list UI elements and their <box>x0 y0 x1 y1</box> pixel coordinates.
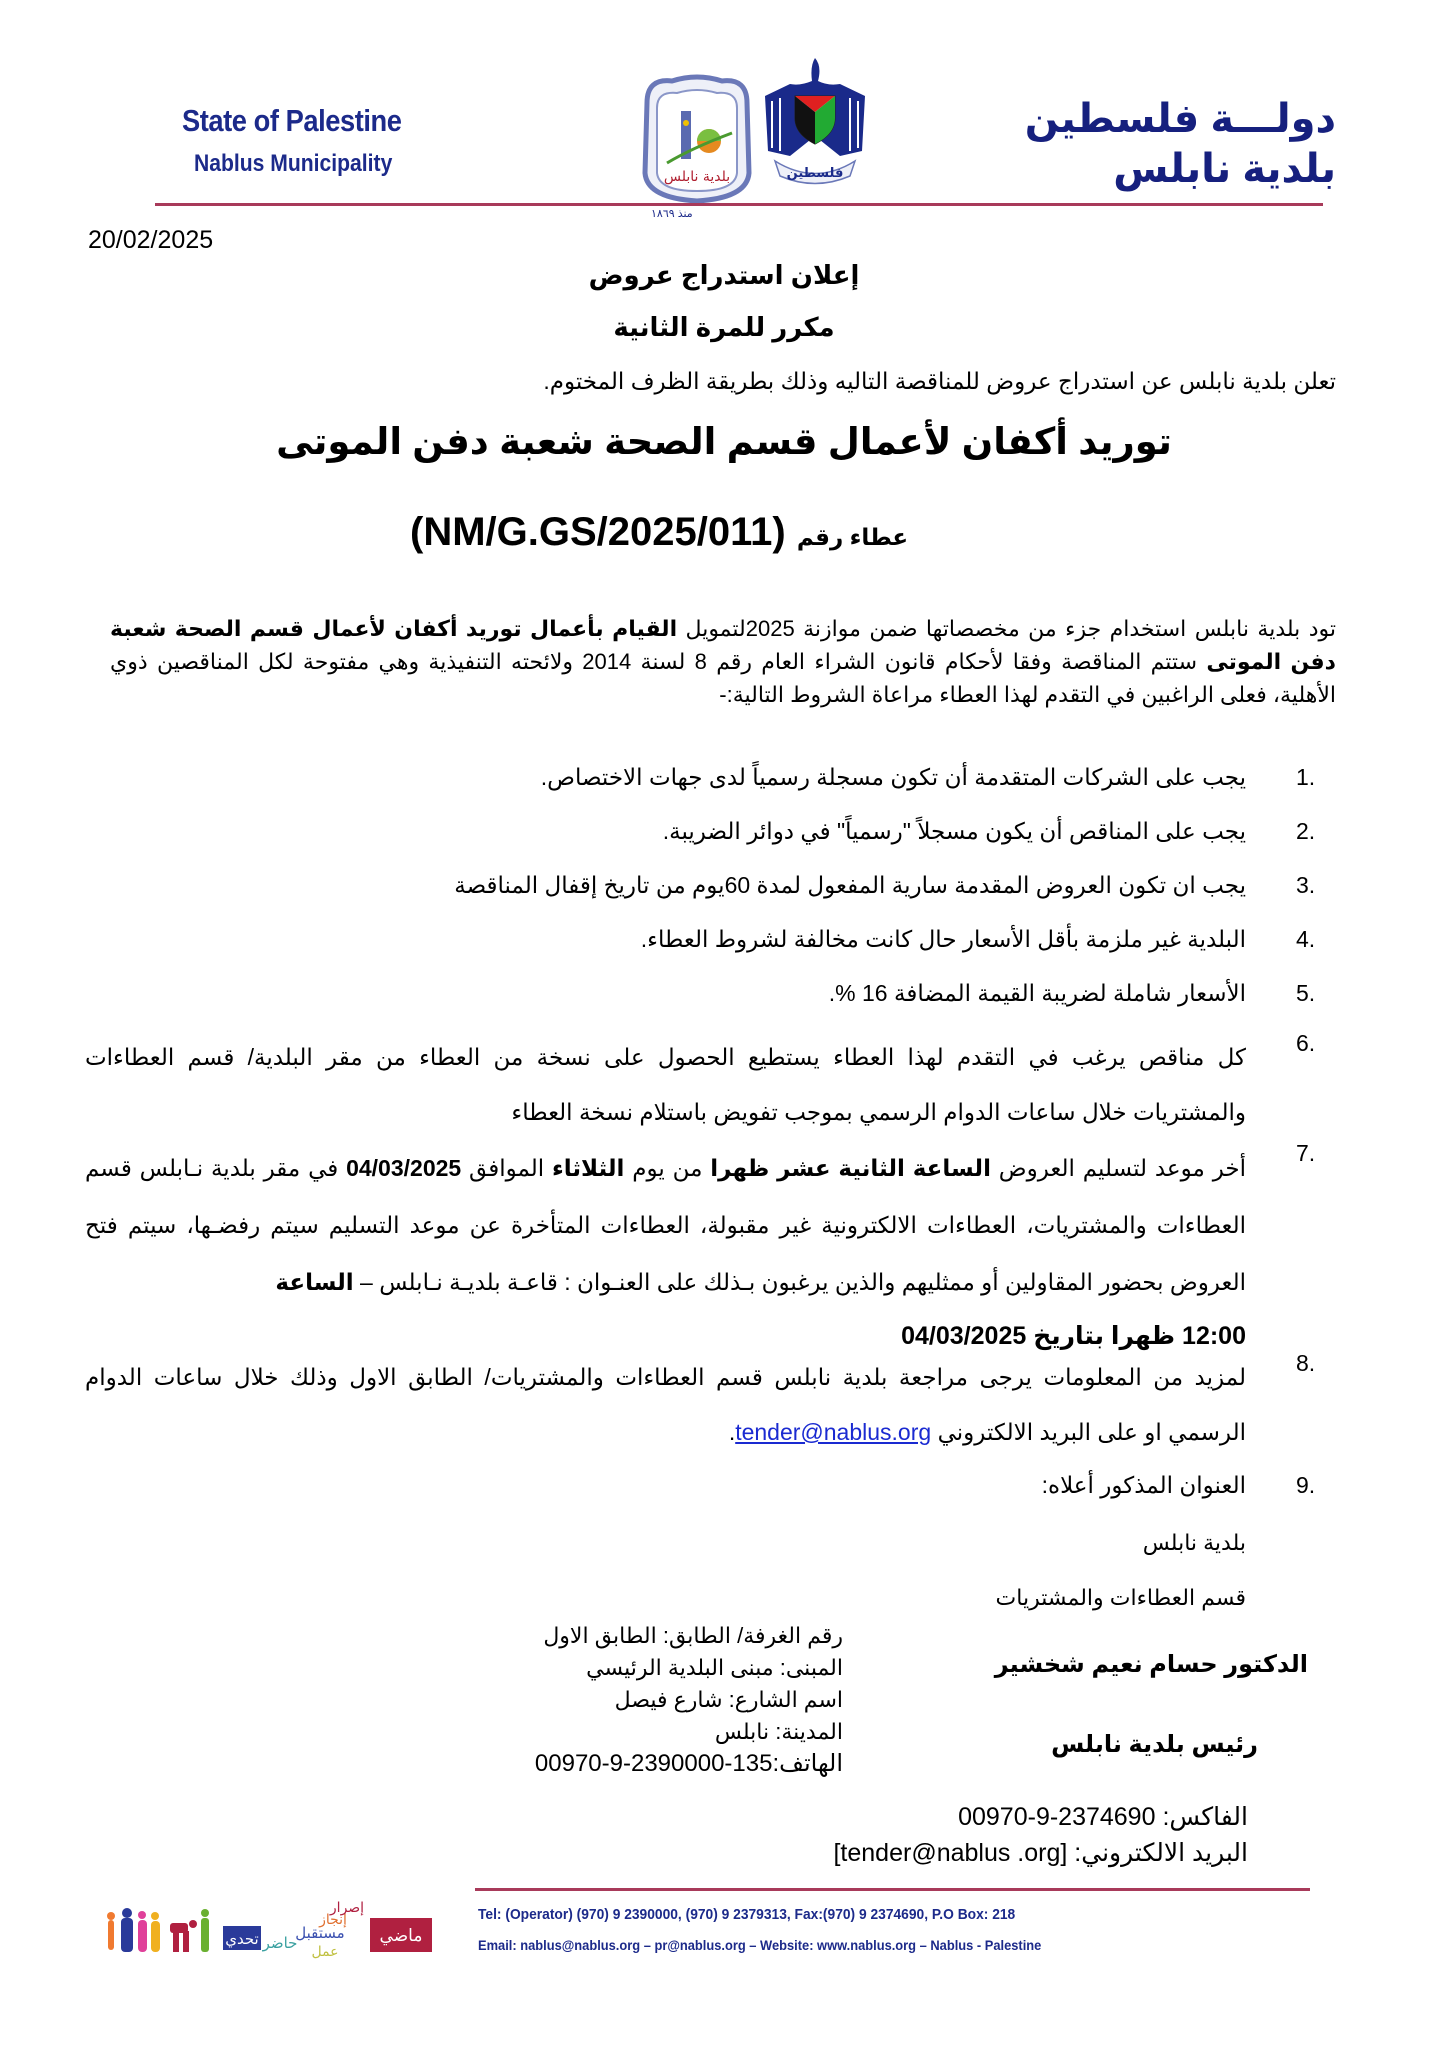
svg-text:مستقبل: مستقبل <box>295 1924 345 1942</box>
opening-time-label: الساعة <box>275 1269 354 1295</box>
deadline-date: 04/03/2025 <box>346 1155 462 1181</box>
header-english-title: State of Palestine <box>182 103 402 138</box>
document-date: 20/02/2025 <box>88 226 214 254</box>
condition-item-1 <box>85 764 1336 791</box>
condition-number: 7. <box>1296 1140 1316 1166</box>
text-segment: الموافق <box>461 1155 553 1181</box>
condition-item-5 <box>85 980 1336 1007</box>
condition-number: 9. <box>1296 1472 1316 1498</box>
address-fax <box>958 1802 1248 1832</box>
condition-text <box>85 1140 1246 1311</box>
condition-number: 3. <box>1296 872 1316 898</box>
fax-label: الفاكس: <box>1155 1803 1248 1831</box>
condition-text: يجب على المناقص أن يكون مسجلاً "رسمياً" في دوائر الضريبة. <box>662 818 1246 844</box>
footer-contact-email: Email: nablus@nablus.org – pr@nablus.org – Website: www.nablus.org – Nablus - Palestine <box>478 1937 1042 1953</box>
svg-text:إنجاز: إنجاز <box>319 1912 347 1928</box>
period: . <box>728 1419 736 1445</box>
nablus-municipality-logo-icon <box>637 73 757 203</box>
deadline-day: الثلاثاء <box>552 1155 625 1181</box>
announcement-heading: إعلان استدراج عروض <box>588 260 860 290</box>
condition-item-7 <box>85 1140 1336 1361</box>
address-building: المبنى: مبنى البلدية الرئيسي <box>586 1655 843 1680</box>
deadline-time: الساعة الثانية عشر ظهرا <box>710 1155 991 1181</box>
condition-item-4 <box>85 926 1336 953</box>
palestine-eagle-emblem-icon <box>760 56 870 186</box>
footer-contact-phone: Tel: (Operator) (970) 9 2390000, (970) 9 2379313, Fax:(970) 9 2374690, P.O Box: 218 <box>478 1906 1016 1923</box>
address-phone <box>423 1748 843 1780</box>
header-arabic-subtitle: بلدية نابلس <box>1113 147 1336 191</box>
header-arabic-title: دولـــة فلسطين <box>1024 97 1336 141</box>
intro-text: تعلن بلدية نابلس عن استدراج عروض للمناقصة التاليه وذلك بطريقة الظرف المختوم. <box>543 368 1336 394</box>
svg-text:حاضر: حاضر <box>262 1934 298 1952</box>
phone-label: الهاتف: <box>772 1750 843 1777</box>
address-municipality: بلدية نابلس <box>1142 1530 1246 1555</box>
email-address: [tender@nablus .org] <box>833 1839 1068 1867</box>
tender-number-line <box>410 510 908 555</box>
address-department: قسم العطاءات والمشتريات <box>995 1585 1246 1610</box>
condition-number: 8. <box>1296 1350 1316 1376</box>
condition-text: يجب ان تكون العروض المقدمة سارية المفعول لمدة 60يوم من تاريخ إقفال المناقصة <box>454 872 1246 898</box>
condition-text: كل مناقص يرغب في التقدم لهذا العطاء يستطيع الحصول على نسخة من العطاء من مقر البلدية/ قسم العطاءات والمشتريات خلال ساعات الدوام الرسمي بموجب تفويض باستلام نسخة العطاء <box>85 1044 1246 1125</box>
condition-text <box>85 1350 1246 1460</box>
condition-text: يجب على الشركات المتقدمة أن تكون مسجلة رسمياً لدى جهات الاختصاص. <box>540 764 1246 790</box>
address-street: اسم الشارع: شارع فيصل <box>614 1687 843 1712</box>
svg-text:عمل: عمل <box>311 1944 339 1960</box>
intro-paragraph <box>110 612 1336 711</box>
text-segment: أخر موعد لتسليم العروض <box>990 1155 1246 1181</box>
svg-text:إصرار: إصرار <box>329 1900 365 1916</box>
address-email <box>833 1838 1248 1868</box>
condition-item-8 <box>85 1350 1336 1460</box>
repeat-notice-heading: مكرر للمرة الثانية <box>613 312 835 342</box>
svg-text:تحدي: تحدي <box>225 1930 259 1948</box>
text-segment: في مقر بلدية نـابلس قسم العطاءات والمشتريات، العطاءات الالكترونية غير مقبولة، العطاءات المتأخرة عن موعد التسليم سيتم رفضـها، سيتم فتح العروض بحضور المقاولين أو ممثليهم والذين يرغبون بـذلك على العنـوان : قاعـة بلديـة نـابلس – <box>85 1155 1246 1295</box>
svg-text:فلسطين: فلسطين <box>786 166 844 181</box>
tender-number: (NM/G.GS/2025/011) <box>410 510 786 554</box>
condition-item-6 <box>85 1030 1336 1140</box>
condition-item-9 <box>85 1472 1336 1499</box>
condition-item-3 <box>85 872 1336 899</box>
address-details <box>423 1620 843 1780</box>
address-city: المدينة: نابلس <box>714 1719 843 1744</box>
condition-item-2 <box>85 818 1336 845</box>
opening-datetime: 12:00 ظهرا بتاريخ 04/03/2025 <box>901 1322 1246 1350</box>
condition-text: العنوان المذكور أعلاه: <box>1041 1472 1246 1498</box>
condition-number: 5. <box>1296 980 1316 1006</box>
text-segment: من يوم <box>624 1155 711 1181</box>
condition-text: الأسعار شاملة لضريبة القيمة المضافة 16 %. <box>828 980 1246 1006</box>
text-segment: لمزيد من المعلومات يرجى مراجعة بلدية نابلس قسم العطاءات والمشتريات/ الطابق الاول وذلك خلال ساعات الدوام الرسمي او على البريد الالكتروني <box>85 1364 1246 1445</box>
svg-text:بلدية نابلس: بلدية نابلس <box>663 169 731 185</box>
condition-number: 4. <box>1296 926 1316 952</box>
condition-number: 1. <box>1296 764 1316 790</box>
signatory-name: الدكتور حسام نعيم شخشير <box>994 1651 1308 1678</box>
address-room: رقم الغرفة/ الطابق: الطابق الاول <box>543 1623 843 1648</box>
municipality-slogan-graphic-icon <box>105 1898 450 1978</box>
signatory-title: رئيس بلدية نابلس <box>1051 1731 1258 1758</box>
header-english-subtitle: Nablus Municipality <box>194 150 393 177</box>
paragraph-text-cont: ستتم المناقصة وفقا لأحكام قانون الشراء العام رقم 8 لسنة 2014 ولائحته التنفيذية وهي مفتوحة لكل المناقصين ذوي الأهلية، فعلى الراغبين في التقدم لهذا العطاء مراعاة الشروط التالية:- <box>110 649 1336 707</box>
paragraph-text: تود بلدية نابلس استخدام جزء من مخصصاتها ضمن موازنة 2025لتمويل <box>677 616 1336 641</box>
condition-number: 2. <box>1296 818 1316 844</box>
footer-divider <box>475 1888 1310 1891</box>
condition-number: 6. <box>1296 1030 1316 1056</box>
phone-number: 00970-9-2390000-135 <box>534 1750 773 1777</box>
svg-text:ماضي: ماضي <box>379 1926 423 1946</box>
fax-number: 00970-9-2374690 <box>958 1803 1156 1831</box>
condition-text: البلدية غير ملزمة بأقل الأسعار حال كانت مخالفة لشروط العطاء. <box>640 926 1246 952</box>
since-year-text: منذ ١٨٦٩ <box>651 208 693 220</box>
tender-email-link[interactable]: tender@nablus.org <box>735 1419 932 1445</box>
tender-number-label: عطاء رقم <box>796 524 909 550</box>
paragraph-bold-text: القيام بأعمال توريد أكفان لأعمال قسم الصحة شعبة دفن الموتى <box>110 616 1336 674</box>
email-label: البريد الالكتروني: <box>1067 1839 1248 1867</box>
tender-main-title: توريد أكفان لأعمال قسم الصحة شعبة دفن الموتى <box>276 421 1172 462</box>
header-divider <box>155 203 1323 206</box>
